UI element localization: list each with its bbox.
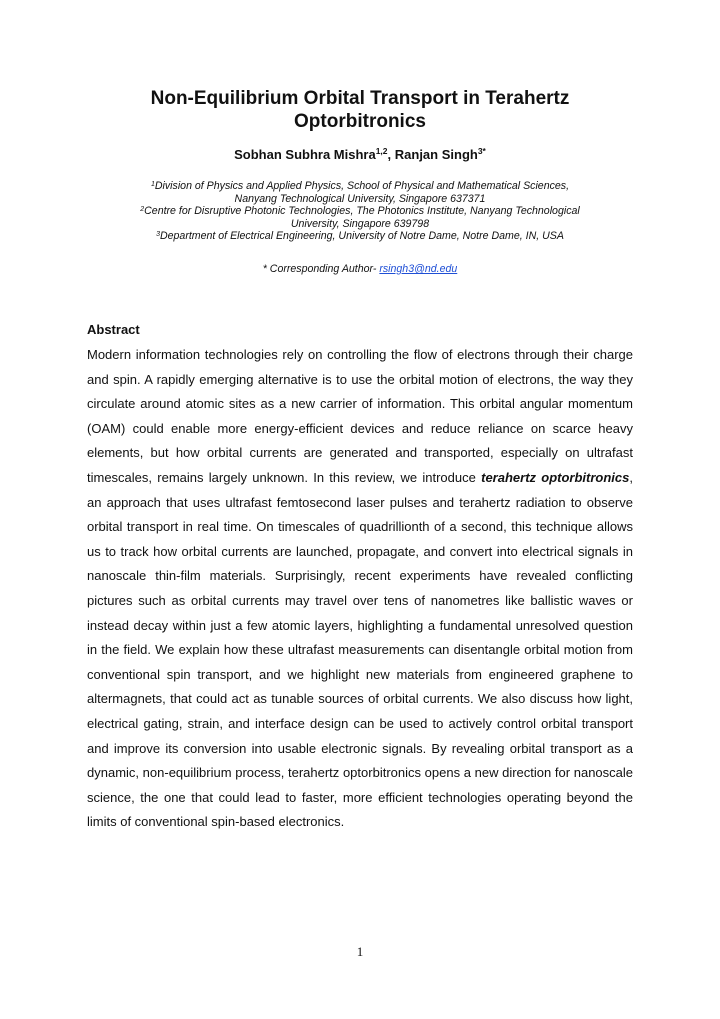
abstract-text: , an approach that uses ultrafast femtosecond laser pulses and terahertz radiation to observe orbital transport in real time. On timescales of quadrillionth of a second, this technique allows us to track how orbital currents are launched, propagate, and convert into electrical signals in nanoscale thin-film materials. Surprisingly, recent experiments have revealed conflicting pictures such as orbital currents may travel over tens of nanometres like ballistic waves or instead decay within just a few atomic layers, highlighting a fundamental unresolved question in the field. We explain how these ultrafast measurements can disentangle orbital motion from conventional spin transport, and we highlight new materials from engineered graphene to altermagnets, that could act as tunable sources of orbital currents. We also discuss how light, electrical gating, strain, and interface design can be used to actively control orbital transport and improve its conversion into usable electronic signals. By revealing orbital transport as a dynamic, non-equilibrium process, terahertz optorbitronics opens a new direction for nanoscale science, the one that could lead to faster, more efficient technologies operating beyond the limits of conventional spin-based electronics. bbox=[87, 469, 633, 830]
author-separator: , bbox=[387, 147, 395, 162]
affiliation-text: Division of Physics and Applied Physics, School of Physical and Mathematical Sciences, bbox=[154, 180, 570, 192]
abstract-text: Modern information technologies rely on controlling the flow of electrons through their charge and spin. A rapidly emerging alternative is to use the orbital motion of electrons, the way they circulate around atomic sites as a new carrier of information. This orbital angular momentum (OAM) could enable more energy-efficient devices and reduce reliance on scarce heavy elements, but how orbital currents are generated and transported, especially on ultrafast timescales, remains largely unknown. In this review, we introduce bbox=[87, 347, 633, 485]
affiliation-line bbox=[0, 218, 720, 231]
affiliation-mark: 2 bbox=[140, 206, 145, 214]
affiliation-line bbox=[0, 180, 720, 193]
author-list bbox=[0, 147, 720, 163]
paper-title bbox=[0, 87, 720, 133]
affiliation-line bbox=[0, 193, 720, 206]
author-name: Ranjan Singh bbox=[394, 147, 478, 162]
abstract-body bbox=[87, 343, 633, 835]
affiliation-line bbox=[0, 205, 720, 218]
title-line-2: Optorbitronics bbox=[294, 111, 426, 132]
author-name: Sobhan Subhra Mishra bbox=[234, 147, 376, 162]
abstract-emphasis: terahertz optorbitronics bbox=[481, 469, 630, 485]
affiliation-text: Department of Electrical Engineering, University of Notre Dame, Notre Dame, IN, USA bbox=[160, 230, 564, 243]
corresponding-label: * Corresponding Author- bbox=[262, 263, 380, 275]
affiliation-mark: 3 bbox=[156, 231, 160, 239]
affiliation-list bbox=[0, 180, 720, 243]
affiliation-line bbox=[0, 230, 720, 243]
affiliation-text: Nanyang Technological University, Singapore 637371 bbox=[234, 192, 486, 205]
affiliation-text: University, Singapore 639798 bbox=[290, 217, 430, 230]
title-line-1: Non-Equilibrium Orbital Transport in Terahertz bbox=[150, 88, 570, 109]
corresponding-author bbox=[0, 263, 720, 276]
author-affiliation-mark: 1,2 bbox=[375, 146, 388, 156]
author-affiliation-mark: 3* bbox=[477, 146, 486, 156]
corresponding-email-link[interactable]: rsingh3@nd.edu bbox=[379, 263, 458, 275]
affiliation-text: Centre for Disruptive Photonic Technologies, The Photonics Institute, Nanyang Technological bbox=[144, 205, 580, 218]
affiliation-mark: 1 bbox=[150, 181, 155, 188]
abstract-heading: Abstract bbox=[87, 322, 140, 337]
page-number: 1 bbox=[356, 944, 364, 959]
